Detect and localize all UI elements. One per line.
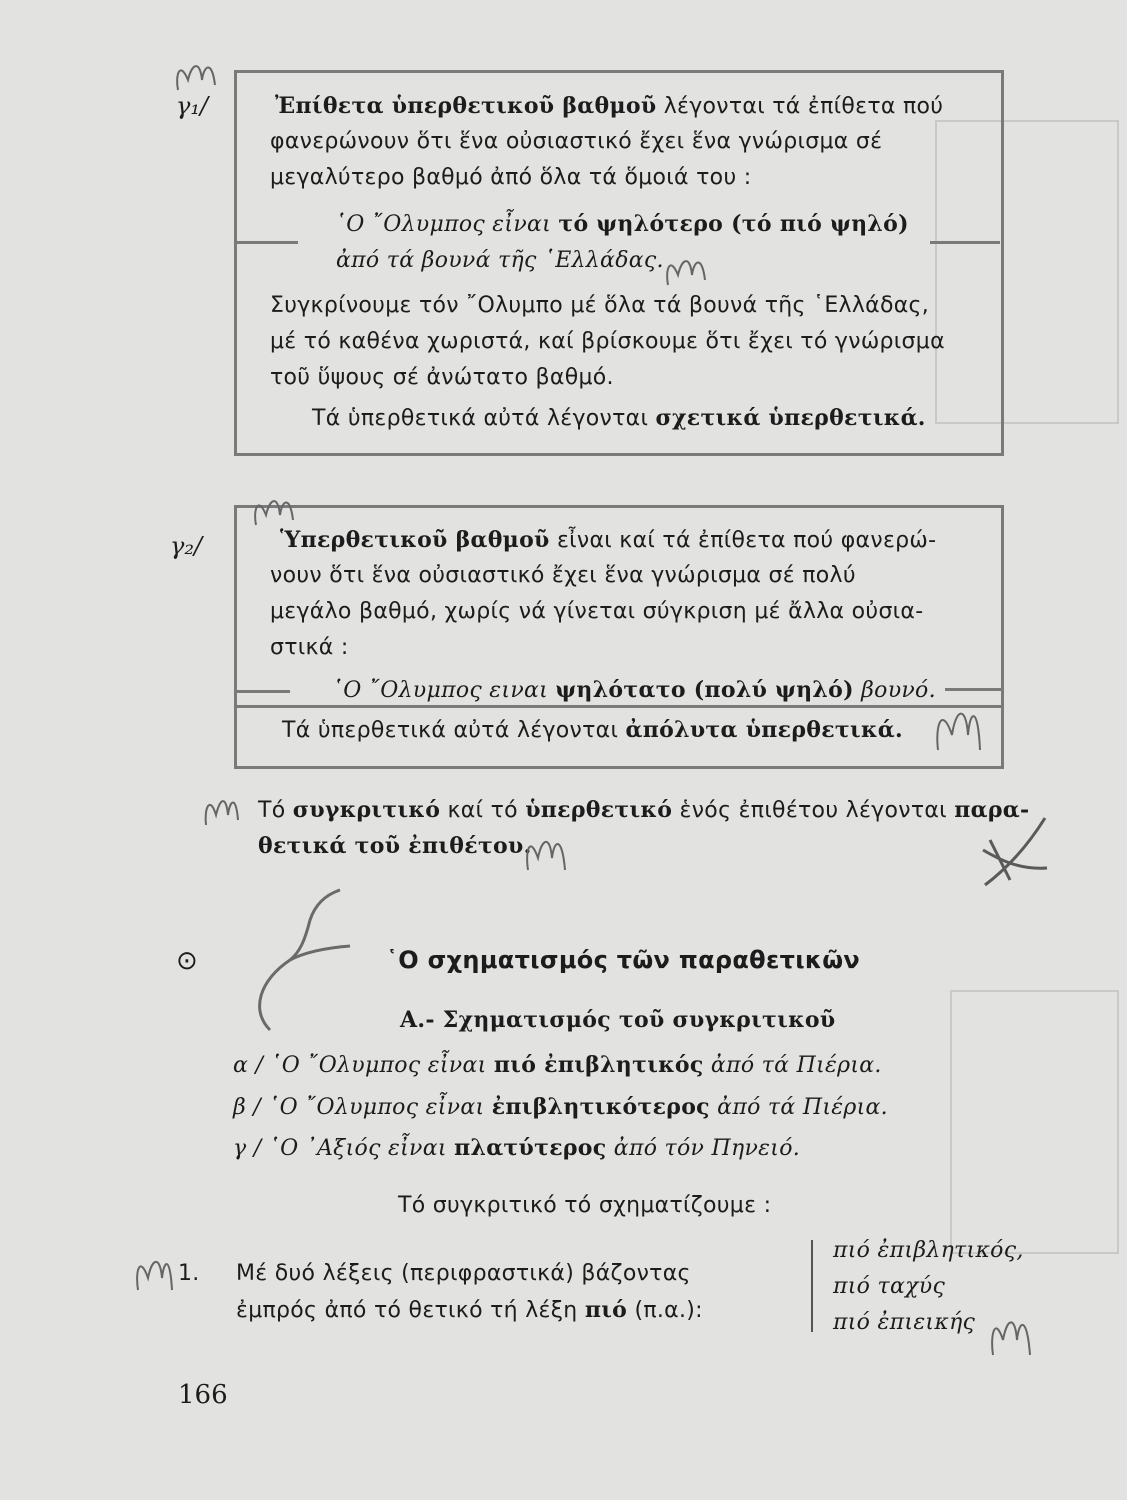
g1-definition-line-2: φανερώνουν ὅτι ἕνα οὐσιαστικό ἔχει ἕνα γνώρισμα σέ xyxy=(270,129,883,154)
pencil-scribble-icon xyxy=(930,700,985,755)
g1-example-line-2: ἀπό τά βουνά τῆς ῾Ελλάδας. xyxy=(336,248,664,273)
g1-conclusion: Τά ὑπερθετικά αὐτά λέγονται σχετικά ὑπερθετικά. xyxy=(312,405,926,431)
pencil-cross-mark-icon xyxy=(975,810,1055,900)
g1-explanation-line-3: τοῦ ὕψους σέ ἀνώτατο βαθμό. xyxy=(270,365,614,390)
rule-1-example-2: πιό ταχύς xyxy=(833,1274,946,1299)
pencil-scribble-icon xyxy=(200,790,240,830)
rule-1-example-1: πιό ἐπιβλητικός, xyxy=(833,1238,1024,1263)
rule-1-divider xyxy=(811,1240,813,1332)
heading-bullet-icon: ⊙ xyxy=(176,946,199,976)
pencil-check-mark-icon xyxy=(230,880,360,1040)
page-number: 166 xyxy=(178,1380,228,1410)
sub-heading: Α.- Σχηματισμός τοῦ συγκριτικοῦ xyxy=(400,1007,836,1033)
pencil-scribble-icon xyxy=(660,250,710,290)
pencil-scribble-icon xyxy=(170,55,220,95)
g2-conclusion: Τά ὑπερθετικά αὐτά λέγονται ἀπόλυτα ὑπερθετικά. xyxy=(282,717,903,743)
inset-rule-left-2 xyxy=(234,690,290,693)
g1-example-line-1: ῾Ο ῎Ολυμπος εἶναι τό ψηλότερο (τό πιό ψηλό) xyxy=(335,211,909,237)
pencil-scribble-icon xyxy=(248,490,298,530)
inset-rule-right-2 xyxy=(945,688,1001,691)
g1-explanation-line-1: Συγκρίνουμε τόν ῎Ολυμπο μέ ὅλα τά βουνά τῆς ῾Ελλάδας, xyxy=(270,293,930,318)
pencil-scribble-icon xyxy=(130,1250,175,1295)
note-line-1: Τό συγκριτικό καί τό ὑπερθετικό ἑνός ἐπιθέτου λέγονται παρα- xyxy=(258,797,1030,823)
g1-definition-line-1: Ἐπίθετα ὑπερθετικοῦ βαθμοῦ λέγονται τά ἐπίθετα πού xyxy=(275,93,944,119)
rule-1-number: 1. xyxy=(178,1261,200,1286)
inset-rule-right xyxy=(930,241,1000,244)
inset-rule-left xyxy=(234,241,298,244)
g1-explanation-line-2: μέ τό καθένα χωριστά, καί βρίσκουμε ὅτι ἔχει τό γνώρισμα xyxy=(270,329,945,354)
g2-example: ῾Ο ῎Ολυμπος ειναι ψηλότατο (πολύ ψηλό) βουνό. xyxy=(332,677,936,703)
bleed-through-frame-bottom xyxy=(950,990,1119,1254)
g2-definition-line-3: μεγάλο βαθμό, χωρίς νά γίνεται σύγκριση μέ ἄλλα οὐσια- xyxy=(270,599,924,624)
pencil-scribble-icon xyxy=(985,1310,1035,1360)
example-line-c: γ / ῾Ο ᾽Αξιός εἶναι πλατύτερος ἀπό τόν Πηνειό. xyxy=(233,1135,801,1161)
inset-rule-lower xyxy=(234,705,1001,708)
g1-definition-line-3: μεγαλύτερο βαθμό ἀπό ὅλα τά ὅμοιά του : xyxy=(270,165,752,190)
g2-definition-line-1: Ὑπερθετικοῦ βαθμοῦ εἶναι καί τά ἐπίθετα πού φανερώ- xyxy=(280,527,937,553)
rule-1-line-2: ἐμπρός ἀπό τό θετικό τή λέξη πιό (π.α.): xyxy=(236,1297,703,1323)
example-line-b: β / ῾Ο ῎Ολυμπος εἶναι ἐπιβλητικότερος ἀπό τά Πιέρια. xyxy=(233,1094,888,1120)
formation-intro: Τό συγκριτικό τό σχηματίζουμε : xyxy=(398,1193,772,1218)
g2-definition-line-4: στικά : xyxy=(270,635,349,660)
pencil-scribble-icon xyxy=(520,830,570,875)
note-line-2: θετικά τοῦ ἐπιθέτου. xyxy=(258,833,532,859)
section-label-g2: γ₂/ xyxy=(170,532,203,560)
section-label-g1: γ₁/ xyxy=(176,92,209,120)
section-heading: ῾Ο σχηματισμός τῶν παραθετικῶν xyxy=(386,946,861,974)
rule-1-example-3: πιό ἐπιεικής xyxy=(833,1310,976,1335)
g2-definition-line-2: νουν ὅτι ἕνα οὐσιαστικό ἔχει ἕνα γνώρισμα σέ πολύ xyxy=(270,563,856,588)
rule-1-line-1: Μέ δυό λέξεις (περιφραστικά) βάζοντας xyxy=(236,1261,691,1286)
example-line-a: α / ῾Ο ῎Ολυμπος εἶναι πιό ἐπιβλητικός ἀπό τά Πιέρια. xyxy=(233,1052,882,1078)
